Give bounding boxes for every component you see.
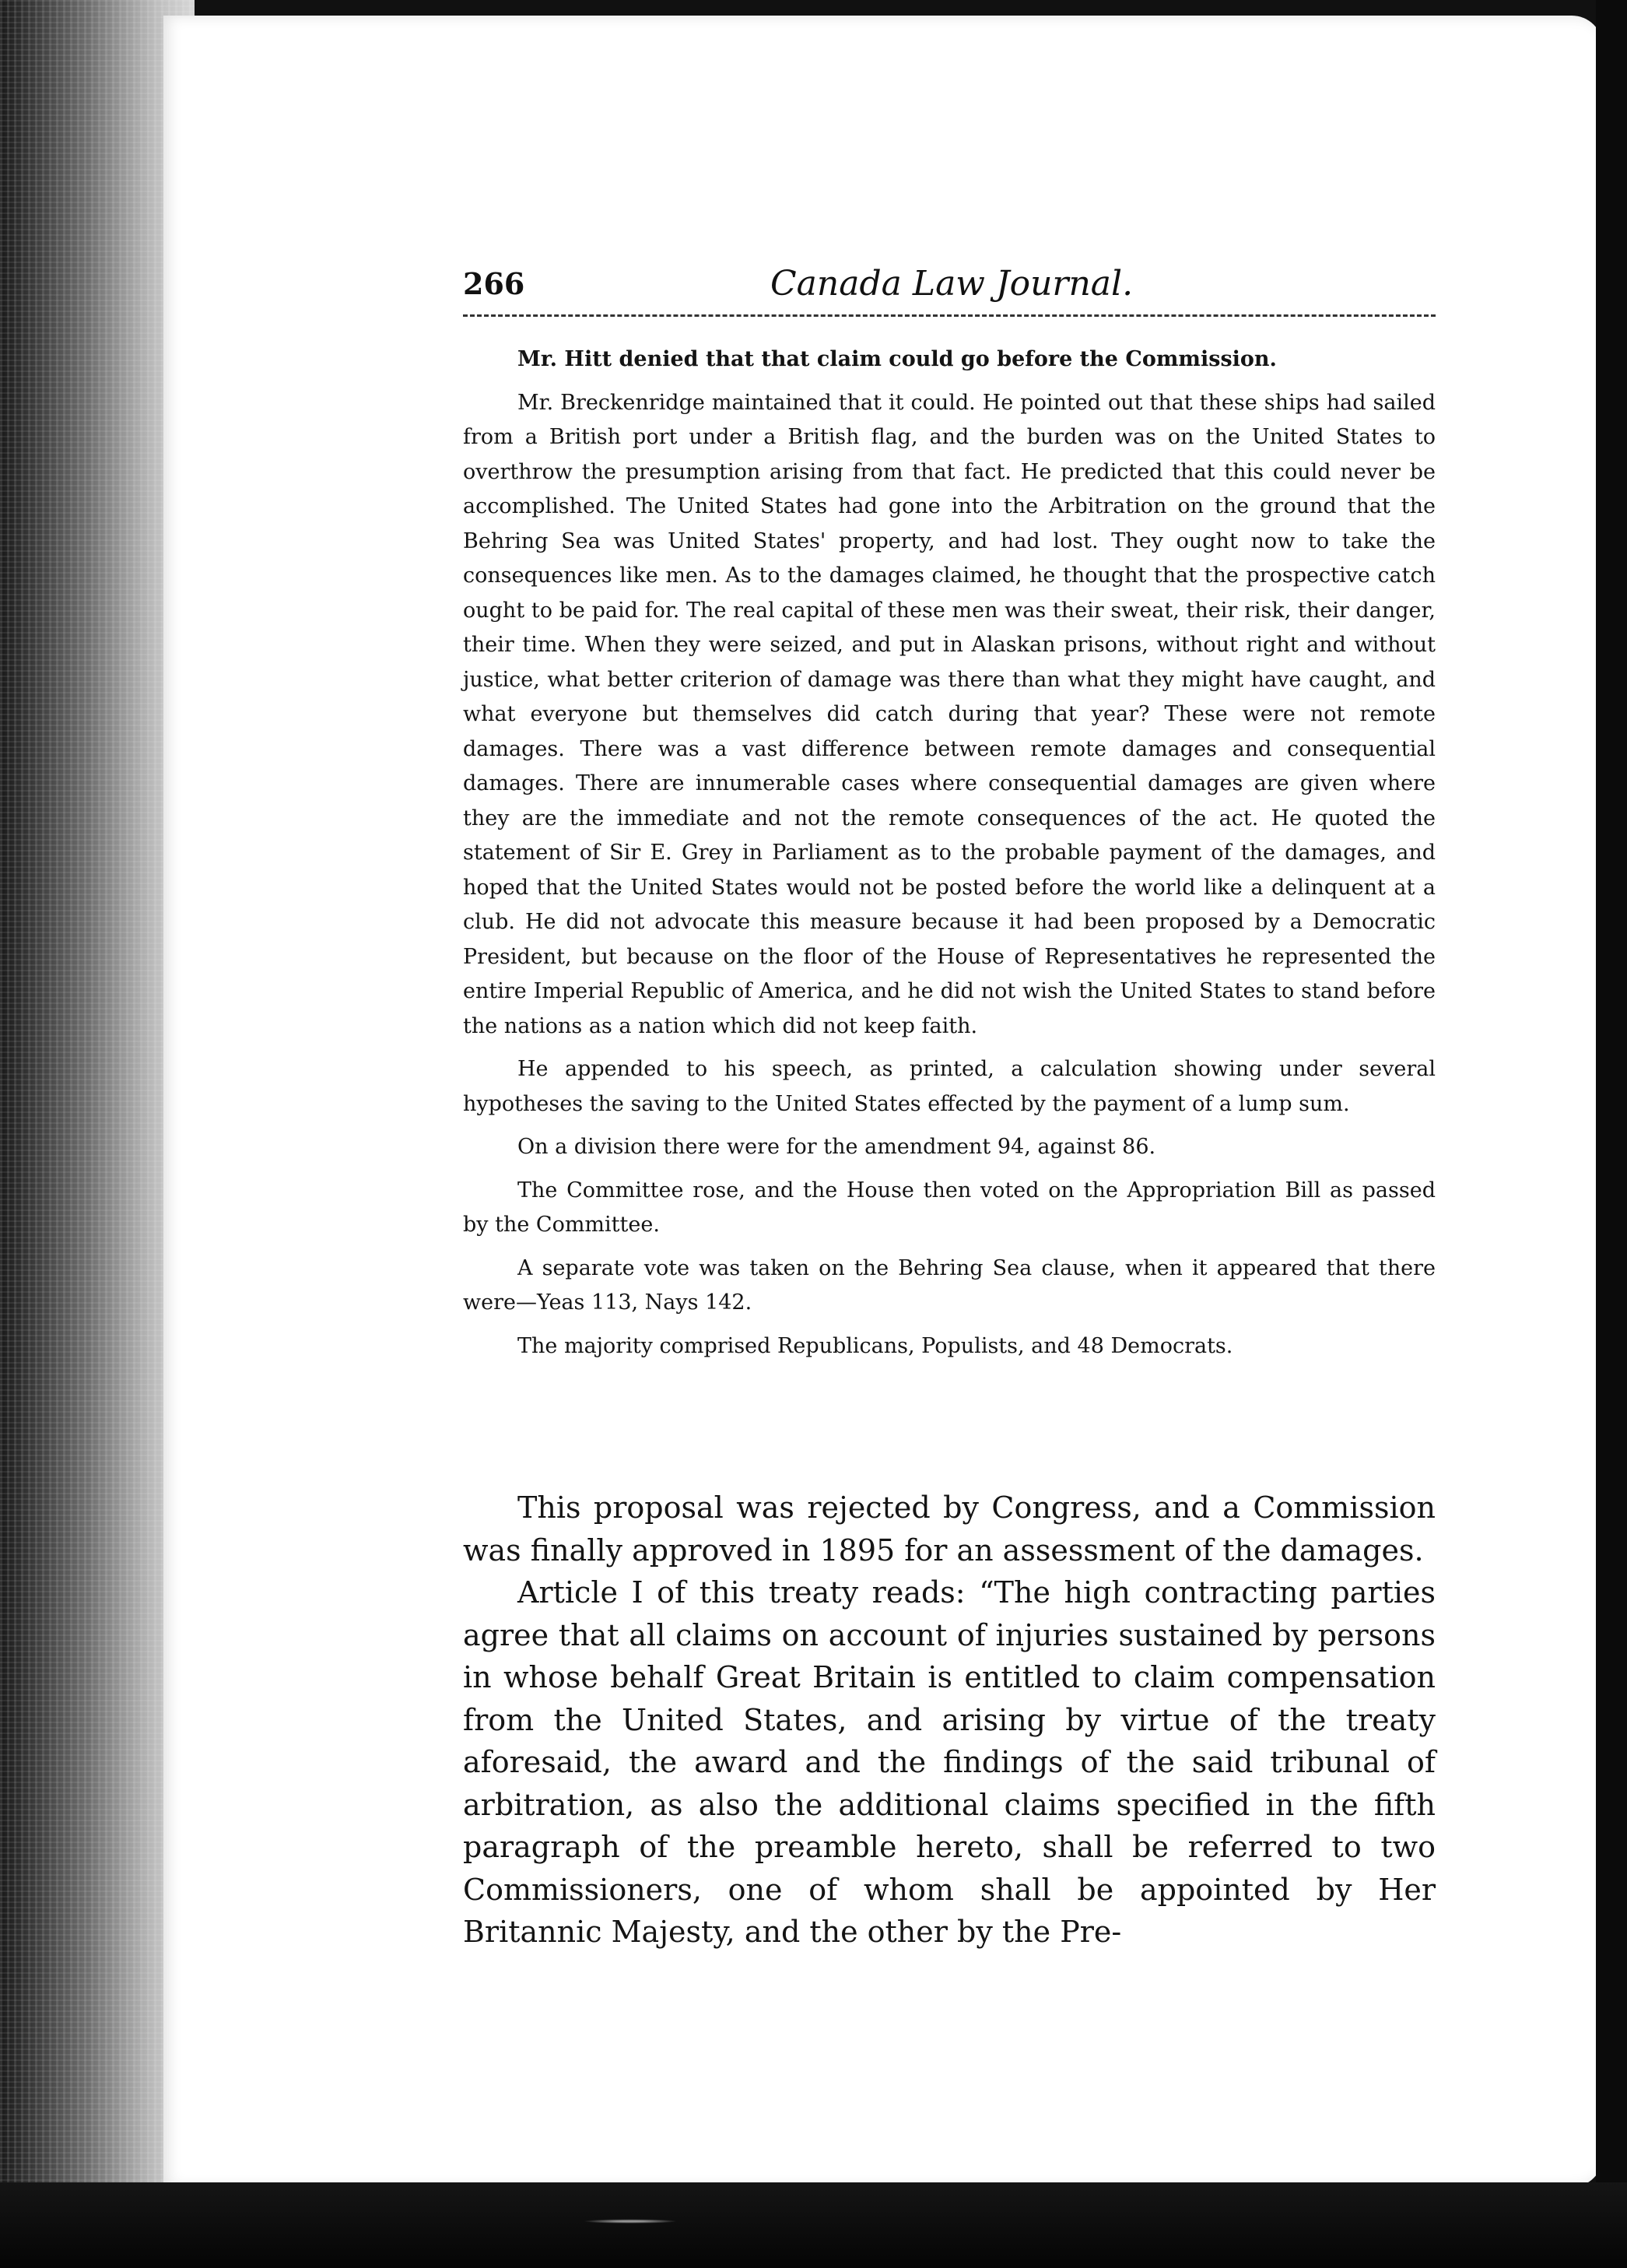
paragraph: He appended to his speech, as printed, a calculation showing under several hypotheses the saving to the United States effected by the payment of a lump sum.	[463, 1057, 1436, 1116]
paragraph: Article I of this treaty reads: “The high contracting parties agree that all claims on account of injuries sustained by persons in whose behalf Great Britain is entitled to claim compensation from the United States, and arising by virtue of the treaty aforesaid, the award and the findings of the said tribunal of arbitration, as also the additional claims specified in the fifth paragraph of the preamble hereto, shall be referred to two Commissioners, one of whom shall be appointed by Her Britannic Majesty, and the other by the Pre-	[463, 1575, 1436, 1949]
paragraph: Mr. Breckenridge maintained that it could. He pointed out that these ships had sailed from a British port under a British flag, and the burden was on the United States to overthrow the presumption arising from that fact. He predicted that this could never be accomplished. The United States had gone into the Arbitration on the ground that the Behring Sea was United States' property, and had lost. They ought now to take the consequences like men. As to the damages claimed, he thought that the prospective catch ought to be paid for. The real capital of these men was their sweat, their risk, their danger, their time. When they were seized, and put in Alaskan prisons, without right and without justice, what better criterion of damage was there than what they might have caught, and what everyone but themselves did catch during that year? These were not remote damages. There was a vast difference between remote damages and consequential damages. There are innumerable cases where consequential damages are given where they are the immediate and not the remote consequences of the act. He quoted the statement of Sir E. Grey in Parliament as to the probable payment of the damages, and hoped that the United States would not be posted before the world like a delinquent at a club. He did not advocate this measure because it had been proposed by a Democratic President, but because on the floor of the House of Representatives he represented the entire Imperial Republic of America, and he did not wish the United States to stand before the nations as a nation which did not keep faith.	[463, 390, 1436, 1038]
quoted-report-section	[463, 342, 1436, 1372]
paragraph: This proposal was rejected by Congress, and a Commission was finally approved in 1895 for an assessment of the damages.	[463, 1490, 1436, 1568]
main-text-section	[463, 1487, 1436, 1954]
page-number: 266	[463, 266, 525, 301]
paragraph: Mr. Hitt denied that that claim could go before the Commission.	[517, 347, 1277, 371]
running-header	[463, 266, 1436, 321]
header-rule	[463, 314, 1436, 317]
paragraph: A separate vote was taken on the Behring Sea clause, when it appeared that there were—Yeas 113, Nays 142.	[463, 1255, 1436, 1315]
paragraph: The majority comprised Republicans, Populists, and 48 Democrats.	[517, 1333, 1233, 1358]
paragraph: On a division there were for the amendment 94, against 86.	[517, 1135, 1156, 1159]
paragraph: The Committee rose, and the House then voted on the Appropriation Bill as passed by the Committee.	[463, 1178, 1436, 1237]
journal-title: Canada Law Journal.	[770, 264, 1134, 304]
scan-bottom-edge	[0, 2182, 1627, 2268]
scan-right-edge	[1596, 0, 1627, 2268]
